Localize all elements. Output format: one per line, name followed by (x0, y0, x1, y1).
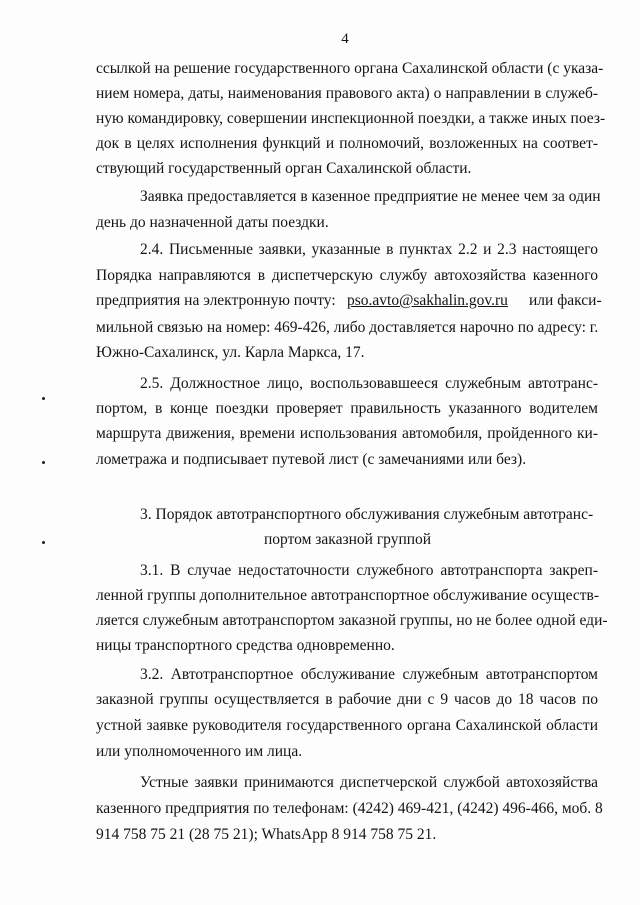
text-line: нием номера, даты, наименования правового акта) о направлении в служеб- (96, 85, 598, 102)
scan-mark (42, 541, 45, 544)
text-line: или уполномоченного им лица. (96, 743, 303, 760)
text-line: мильной связью на номер: 469-426, либо доставляется нарочно по адресу: г. (96, 319, 599, 336)
text-line: портом, в конце поездки проверяет правильность указанного водителем (96, 400, 598, 417)
email-link[interactable]: pso.avto@sakhalin.gov.ru (347, 292, 508, 309)
page-number: 4 (341, 31, 349, 47)
text-line: ссылкой на решение государственного органа Сахалинской области (с указа- (96, 60, 604, 77)
text-line: день до назначенной даты поездки. (96, 214, 329, 231)
text-line: 3.1. В случае недостаточности служебного автотранспорта закреп- (140, 562, 598, 579)
text-line: 2.4. Письменные заявки, указанные в пунктах 2.2 и 2.3 настоящего (140, 241, 598, 258)
text-line: док в целях исполнения функций и полномочий, возложенных на соответ- (96, 135, 598, 152)
scan-mark (42, 461, 45, 464)
text-line: 2.5. Должностное лицо, воспользовавшееся служебным автотранс- (140, 375, 598, 392)
text-line: 914 758 75 21 (28 75 21); WhatsApp 8 914 758 75 21. (96, 826, 437, 843)
section-heading: портом заказной группой (264, 531, 432, 548)
text-line: ленной группы дополнительное автотранспортное обслуживание осуществ- (96, 587, 599, 604)
text-line: или факси- (529, 292, 602, 309)
text-line: устной заявке руководителя государственного органа Сахалинской области (96, 717, 598, 734)
section-heading: 3. Порядок автотранспортного обслуживания служебным автотранс- (140, 506, 594, 523)
text-line: ницы транспортного средства одновременно. (96, 637, 395, 654)
text-line: предприятия на электронную почту: (96, 292, 336, 309)
text-line: 3.2. Автотранспортное обслуживание служебным автотранспортом (140, 666, 598, 683)
text-line: Заявка предоставляется в казенное предприятие не менее чем за один (140, 188, 601, 205)
scan-mark (42, 397, 45, 400)
text-line: ляется служебным автотранспортом заказной группы, но не более одной еди- (96, 612, 608, 629)
text-line: заказной группы осуществляется в рабочие дни с 9 часов до 18 часов по (96, 691, 598, 708)
text-line: маршрута движения, времени использования автомобиля, пройденного ки- (96, 425, 598, 442)
text-line: ную командировку, совершении инспекционной поездки, а также иных поез- (96, 110, 606, 127)
text-line: лометража и подписывает путевой лист (с замечаниями или без). (96, 451, 527, 468)
text-line: Южно-Сахалинск, ул. Карла Маркса, 17. (96, 344, 365, 361)
text-line: Порядка направляются в диспетчерскую службу автохозяйства казенного (96, 267, 598, 284)
text-line: казенного предприятия по телефонам: (4242) 469-421, (4242) 496-466, моб. 8 (96, 800, 603, 817)
text-line: Устные заявки принимаются диспетчерской службой автохозяйства (140, 774, 598, 791)
text-line: ствующий государственный орган Сахалинской области. (96, 160, 472, 177)
